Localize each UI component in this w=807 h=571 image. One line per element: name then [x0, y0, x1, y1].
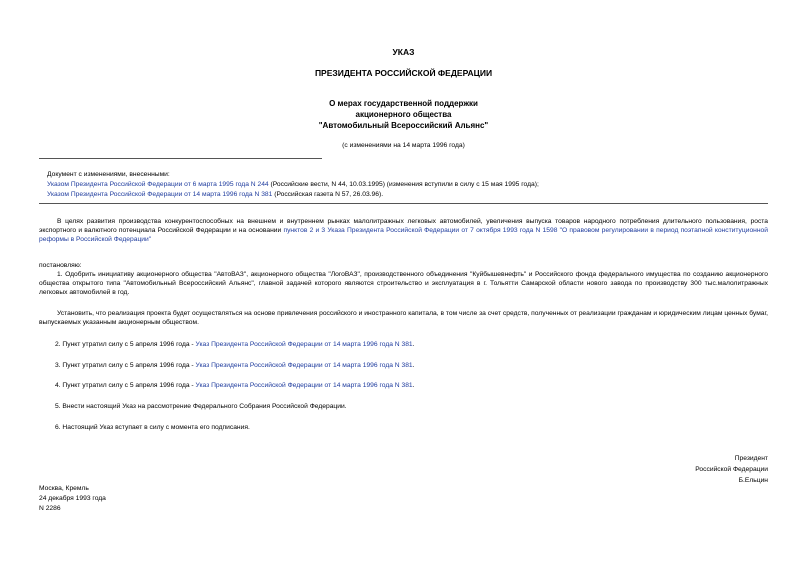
paragraph-establish: Установить, что реализация проекта будет осуществляться на основе привлечения российского и иностранного капитала, в том числе за счет средств, полученных от реализации гражданам и юридическим лицам ценных бумаг, выпускаемых указанным акционерным обществом. [39, 310, 768, 327]
paragraph-3: 3. Пункт утратил силу с 5 апреля 1996 года - Указ Президента Российской Федерации от 14 марта 1996 года N 381. [55, 362, 415, 369]
signature-country: Российской Федерации [695, 466, 768, 473]
paragraph-3-link[interactable]: Указ Президента Российской Федерации от 14 марта 1996 года N 381 [195, 362, 413, 369]
paragraph-2: 2. Пункт утратил силу с 5 апреля 1996 года - Указ Президента Российской Федерации от 14 марта 1996 года N 381. [55, 341, 415, 348]
preamble-link-regulation[interactable]: "О правовом регулировании в период поэтапной конституционной реформы в Российской Федерации" [39, 227, 769, 244]
subtitle-line-1: О мерах государственной поддержки [329, 99, 478, 108]
signature-name: Б.Ельцин [738, 477, 768, 484]
signature-title: Президент [734, 455, 768, 462]
preamble [39, 217, 768, 244]
place-date: 24 декабря 1993 года [39, 495, 106, 502]
paragraph-5: 5. Внести настоящий Указ на рассмотрение Федерального Собрания Российской Федерации. [55, 403, 347, 410]
decree-title: УКАЗ [392, 47, 415, 57]
paragraph-2-text: 2. Пункт утратил силу с 5 апреля 1996 года - [55, 341, 196, 348]
paragraph-4-link[interactable]: Указ Президента Российской Федерации от 14 марта 1996 года N 381 [195, 382, 413, 389]
subtitle-line-3: "Автомобильный Всероссийский Альянс" [318, 121, 489, 130]
separator-top [39, 158, 322, 159]
decree-word: постановляю: [39, 262, 82, 269]
subtitle-line-2: акционерного общества [355, 110, 452, 119]
separator-bottom [39, 203, 768, 204]
changes-item-2-link[interactable]: Указом Президента Российской Федерации от 14 марта 1996 года N 381 [47, 191, 273, 198]
paragraph-2-link[interactable]: Указ Президента Российской Федерации от 14 марта 1996 года N 381 [195, 341, 413, 348]
paragraph-4: 4. Пункт утратил силу с 5 апреля 1996 года - Указ Президента Российской Федерации от 14 марта 1996 года N 381. [55, 382, 415, 389]
decree-issuer: ПРЕЗИДЕНТА РОССИЙСКОЙ ФЕДЕРАЦИИ [314, 68, 493, 78]
amendment-note: (с изменениями на 14 марта 1996 года) [342, 142, 465, 149]
paragraph-4-text: 4. Пункт утратил силу с 5 апреля 1996 года - [55, 382, 196, 389]
changes-item-1-link[interactable]: Указом Президента Российской Федерации от 6 марта 1995 года N 244 [47, 181, 269, 188]
paragraph-6: 6. Настоящий Указ вступает в силу с момента его подписания. [55, 424, 250, 431]
paragraph-3-text: 3. Пункт утратил силу с 5 апреля 1996 года - [55, 362, 196, 369]
changes-item-2 [47, 190, 767, 199]
paragraph-1: 1. Одобрить инициативу акционерного общества "АвтоВАЗ", акционерного общества "ЛогоВАЗ", производственного объединения "Куйбышевнефть" и Российского фонда федерального имущества по созданию акционерного общества открытого типа "Автомобильный Всероссийский Альянс", главной задачей которого являются строительство и эксплуатация в г. Тольятти Самарской области нового завода по производству 300 тыс.малолитражных легковых автомобилей в год. [39, 271, 768, 297]
changes-item-2-tail: (Российская газета N 57, 26.03.96). [272, 191, 384, 198]
changes-item-1-tail: (Российские вести, N 44, 10.03.1995) (изменения вступили в силу с 15 мая 1995 года); [268, 181, 539, 188]
changes-item-1 [47, 180, 767, 189]
place-city: Москва, Кремль [39, 485, 89, 492]
preamble-text: В целях развития производства конкурентоспособных на внешнем и внутреннем рынках малолитражных легковых автомобилей, увеличения выпуска товаров народного потребления длительного пользования, роста экспортного и валютного потенциала Российской Федерации и на основании [39, 218, 768, 235]
document-number: N 2286 [39, 505, 61, 512]
preamble-link-decree-1598[interactable]: пунктов 2 и 3 Указа Президента Российской Федерации от 7 октября 1993 года N 1598 [283, 227, 558, 235]
changes-intro: Документ с изменениями, внесенными: [47, 171, 170, 178]
